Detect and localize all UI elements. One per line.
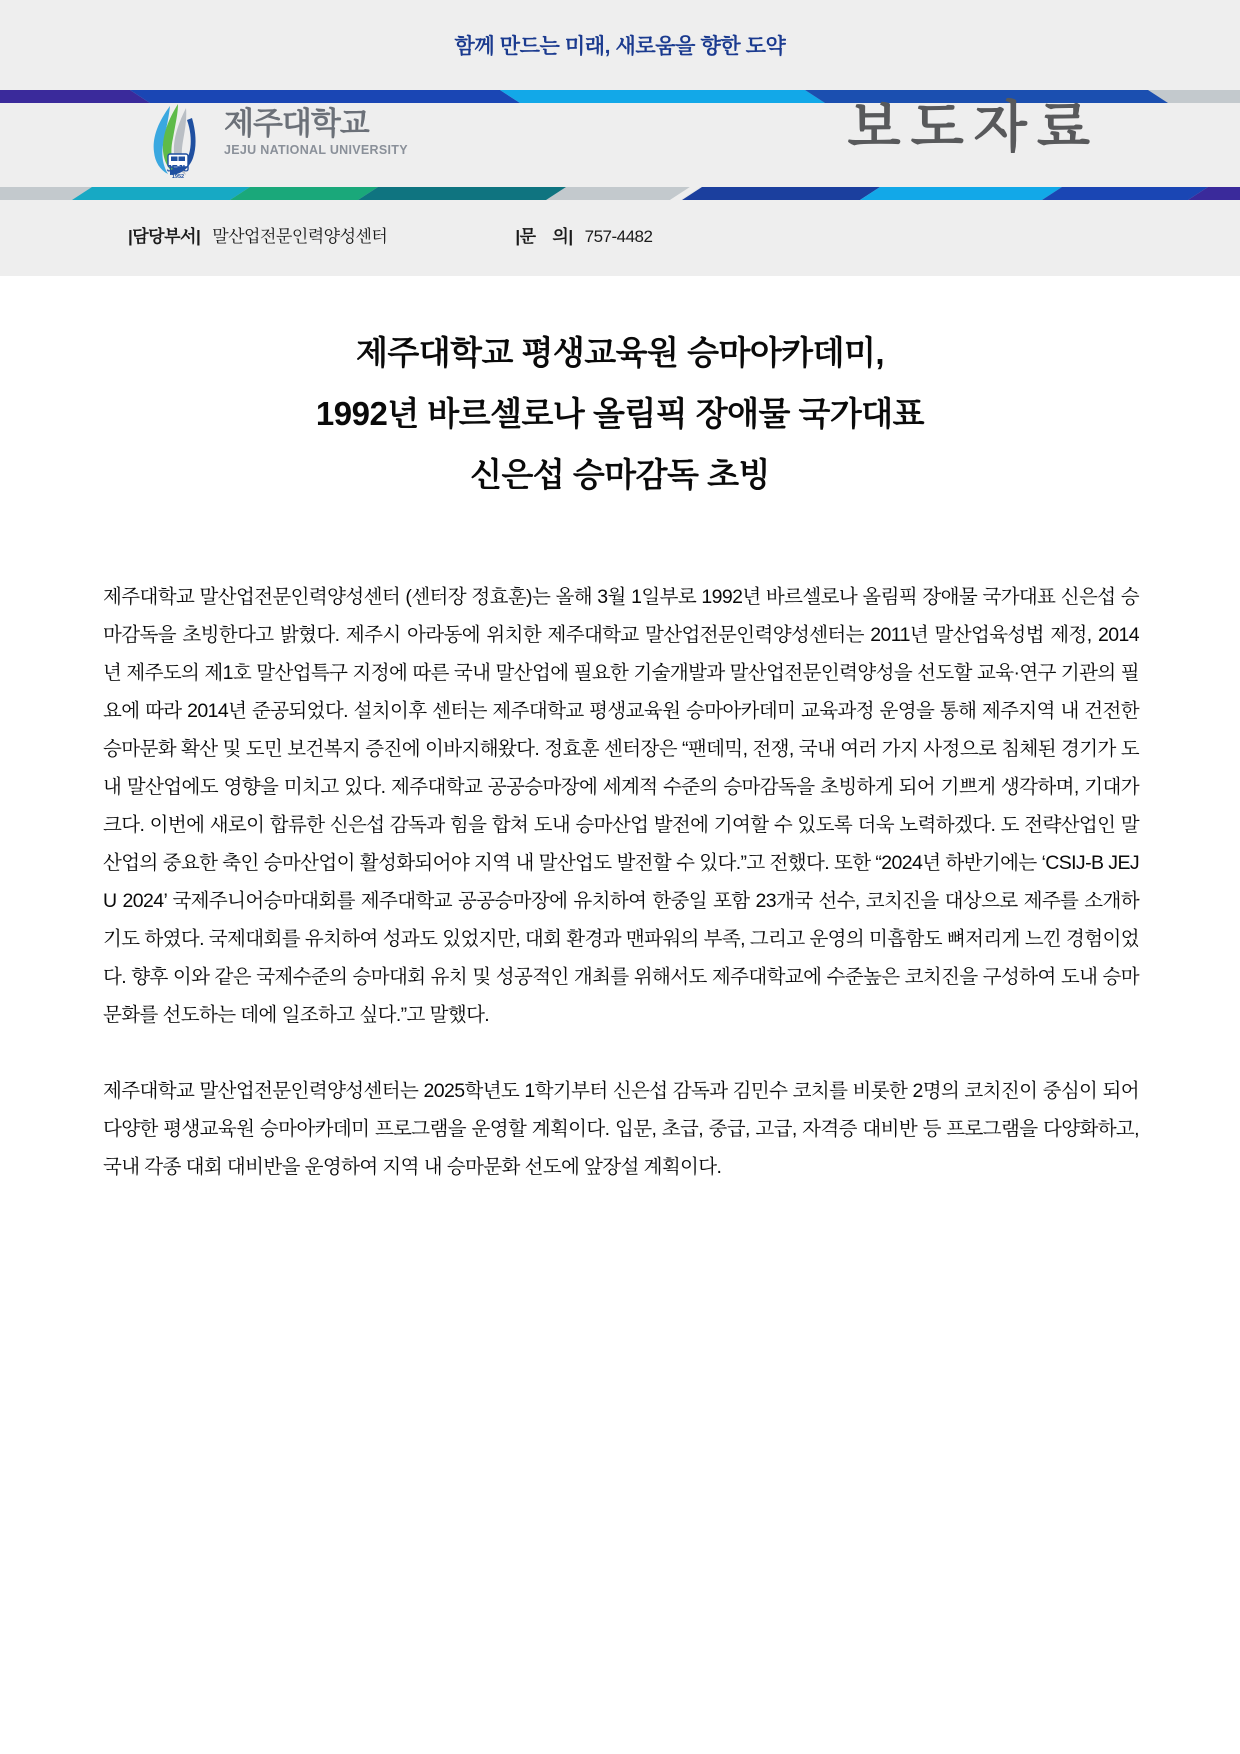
jeju-flame-emblem-icon: [140, 102, 212, 178]
contact-department-value: 말산업전문인력양성센터: [212, 226, 388, 246]
press-release-title: [0, 322, 1240, 505]
document-type-heading: 보도자료: [847, 96, 1100, 158]
header-band: [0, 0, 1240, 276]
title-line-2: 1992년 바르셀로나 올림픽 장애물 국가대표: [315, 395, 925, 432]
title-line-1: 제주대학교 평생교육원 승마아카데미,: [355, 334, 885, 371]
university-logo: [140, 104, 500, 176]
university-name-ko: 제주대학교: [224, 106, 369, 141]
contact-phone: [515, 222, 652, 247]
contact-row: [0, 206, 1240, 262]
jeju-flame-emblem-svg: [140, 102, 212, 178]
decorative-strip-bottom: [0, 183, 1240, 200]
chevron-strip-bottom-svg: [0, 183, 1240, 200]
body-paragraph: 제주대학교 말산업전문인력양성센터 (센터장 정효훈)는 올해 3월 1일부로 1992년 바르셀로나 올림픽 장애물 국가대표 신은섭 승마감독을 초빙한다고 밝혔다. 제주시 아라동에 위치한 제주대학교 말산업전문인력양성센터는 2011년 말산업육성법 제정, 2014년 제주도의 제1호 말산업특구 지정에 따른 국내 말산업에 필요한 기술개발과 말산업전문인력양성을 선도할 교육·연구 기관의 필요에 따라 2014년 준공되었다. 설치이후 센터는 제주대학교 평생교육원 승마아카데미 교육과정 운영을 통해 제주지역 내 건전한 승마문화 확산 및 도민 보건복지 증진에 이바지해왔다. 정효훈 센터장은 “팬데믹, 전쟁, 국내 여러 가지 사정으로 침체된 경기가 도내 말산업에도 영향을 미치고 있다. 제주대학교 공공승마장에 세계적 수준의 승마감독을 초빙하게 되어 기쁘게 생각하며, 기대가 크다. 이번에 새로이 합류한 신은섭 감독과 힘을 합쳐 도내 승마산업 발전에 기여할 수 있도록 더욱 노력하겠다. 도 전략산업인 말산업의 중요한 축인 승마산업이 활성화되어야 지역 내 말산업도 발전할 수 있다.”고 전했다. 또한 “2024년 하반기에는 ‘CSIJ-B JEJU 2024’ 국제주니어승마대회를 제주대학교 공공승마장에 유치하여 한중일 포함 23개국 선수, 코치진을 대상으로 제주를 소개하기도 하였다. 국제대회를 유치하여 성과도 있었지만, 대회 환경과 맨파워의 부족, 그리고 운영의 미흡함도 뼈저리게 느낀 경험이었다. 향후 이와 같은 국제수준의 승마대회 유치 및 성공적인 개최를 위해서도 제주대학교에 수준높은 코치진을 구성하여 도내 승마문화를 선도하는 데에 일조하고 싶다.”고 말했다.: [103, 585, 1139, 1026]
university-slogan: 함께 만드는 미래, 새로움을 향한 도약: [454, 35, 786, 58]
contact-phone-value: 757-4482: [584, 226, 653, 246]
svg-text:JEJU: JEJU: [166, 163, 190, 174]
press-release-body: [103, 558, 1139, 1205]
university-logo-text: [224, 108, 408, 157]
body-paragraph: 제주대학교 말산업전문인력양성센터는 2025학년도 1학기부터 신은섭 감독과 김민수 코치를 비롯한 2명의 코치진이 중심이 되어 다양한 평생교육원 승마아카데미 프로그램을 운영할 계획이다. 입문, 초급, 중급, 고급, 자격증 대비반 등 프로그램을 다양화하고, 국내 각종 대회 대비반을 운영하여 지역 내 승마문화 선도에 앞장설 계획이다.: [103, 1079, 1139, 1178]
contact-department: [128, 222, 387, 247]
contact-phone-label: |문 의|: [515, 226, 573, 246]
svg-text:1952: 1952: [171, 174, 185, 178]
contact-department-label: |담당부서|: [128, 226, 201, 246]
university-name-en: JEJU NATIONAL UNIVERSITY: [224, 142, 408, 157]
title-line-3: 신은섭 승마감독 초빙: [470, 456, 770, 493]
